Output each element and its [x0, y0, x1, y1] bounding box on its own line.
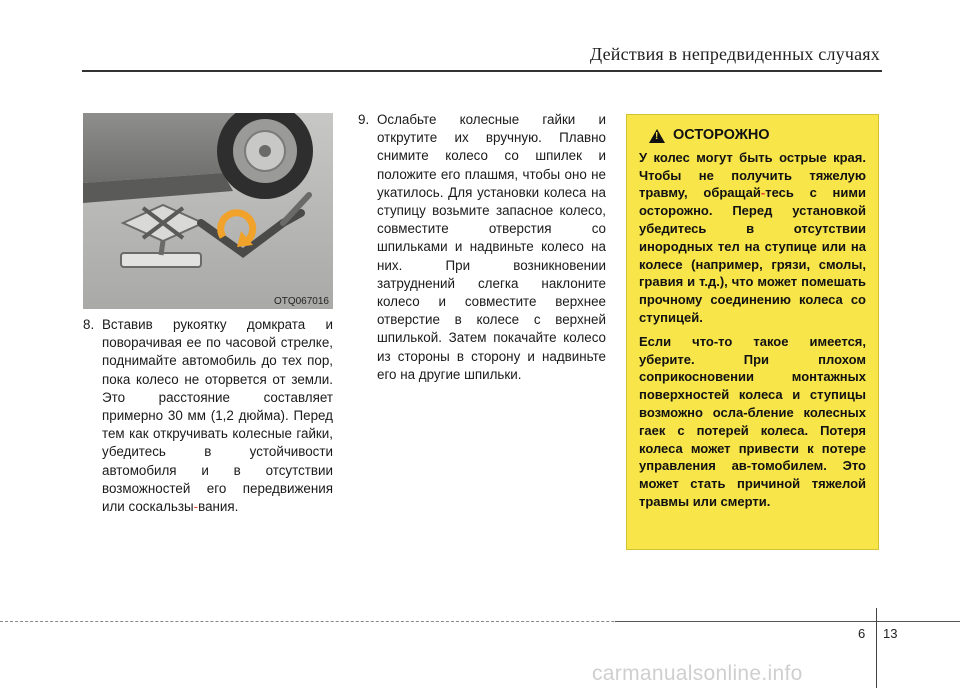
warning-paragraph [639, 149, 866, 327]
item-text-end: вания. [198, 499, 239, 515]
warning-paragraph-2: Если что-то такое имеется, уберите. При плохом соприкосновении монтажных поверхностей колеса и ступицы возможно осла-бление колесных гаек с потерей колеса. Потеря колеса может привести к потере управления ав-томобилем. Это может стать причиной тяжелой травмы или смерти. [639, 333, 866, 509]
jack-base-shape [121, 253, 201, 267]
item-text: Вставив рукоятку домкрата и поворачивая ее по часовой стрелке, поднимайте автомобиль до тех пор, пока колесо не оторвется от земли. Это расстояние составляет примерно 30 мм (1,2 дюйма). Перед тем как откручивать колесные гайки, убедитесь в устойчивости автомобиля и в отсутствии возможностей его передвижения или соскальзы [102, 317, 333, 515]
footer-rule [615, 621, 960, 622]
left-column [83, 316, 333, 516]
page-number-divider [876, 608, 877, 688]
jack-illustration [83, 113, 333, 309]
figure-code: OTQ067016 [273, 296, 329, 307]
warning-box [626, 114, 879, 550]
item-number: 8. [83, 317, 95, 332]
warning-text: У колес могут быть острые края. Чтобы не получить тяжелую травму, обращай [639, 149, 866, 201]
list-item [83, 316, 333, 516]
page-header-title: Действия в непредвиденных случаях [589, 44, 880, 64]
warning-triangle-icon: ! [649, 129, 665, 143]
chapter-number: 6 [858, 626, 866, 641]
warning-title: ОСТОРОЖНО [673, 127, 770, 143]
jack-drawing [83, 113, 333, 309]
hyphen-mark: - [760, 185, 766, 201]
item-number: 9. [358, 112, 370, 127]
header-rule [82, 70, 882, 72]
list-item [358, 111, 606, 384]
item-text: Ослабьте колесные гайки и открутите их вручную. Плавно снимите колесо со шпилек и положите его плашмя, чтобы оно не укатилось. Для установки колеса на ступицу возьмите запасное колесо, совместите отверстия со шпильками и надвиньте колесо на них. При возникновении затруднений слегка наклоните колесо и совместите верхнее отверстие в колесе с верхней шпилькой. Затем покачайте колесо из стороны в сторону и надвиньте его на другие шпильки. [377, 112, 606, 382]
hyphen-mark: - [193, 499, 199, 515]
warning-header [639, 127, 866, 145]
middle-column [358, 111, 606, 384]
page-number: 13 [883, 626, 898, 641]
warning-text-cont: тесь с ними осторожно. Перед установкой убедитесь в отсутствии инородных тел на ступице или на колесе (например, грязи, смолы, гравия и т.д.), что может помешать прочному соединению колеса со ступицей. [639, 185, 866, 325]
watermark: carmanualsonline.info [592, 662, 803, 685]
